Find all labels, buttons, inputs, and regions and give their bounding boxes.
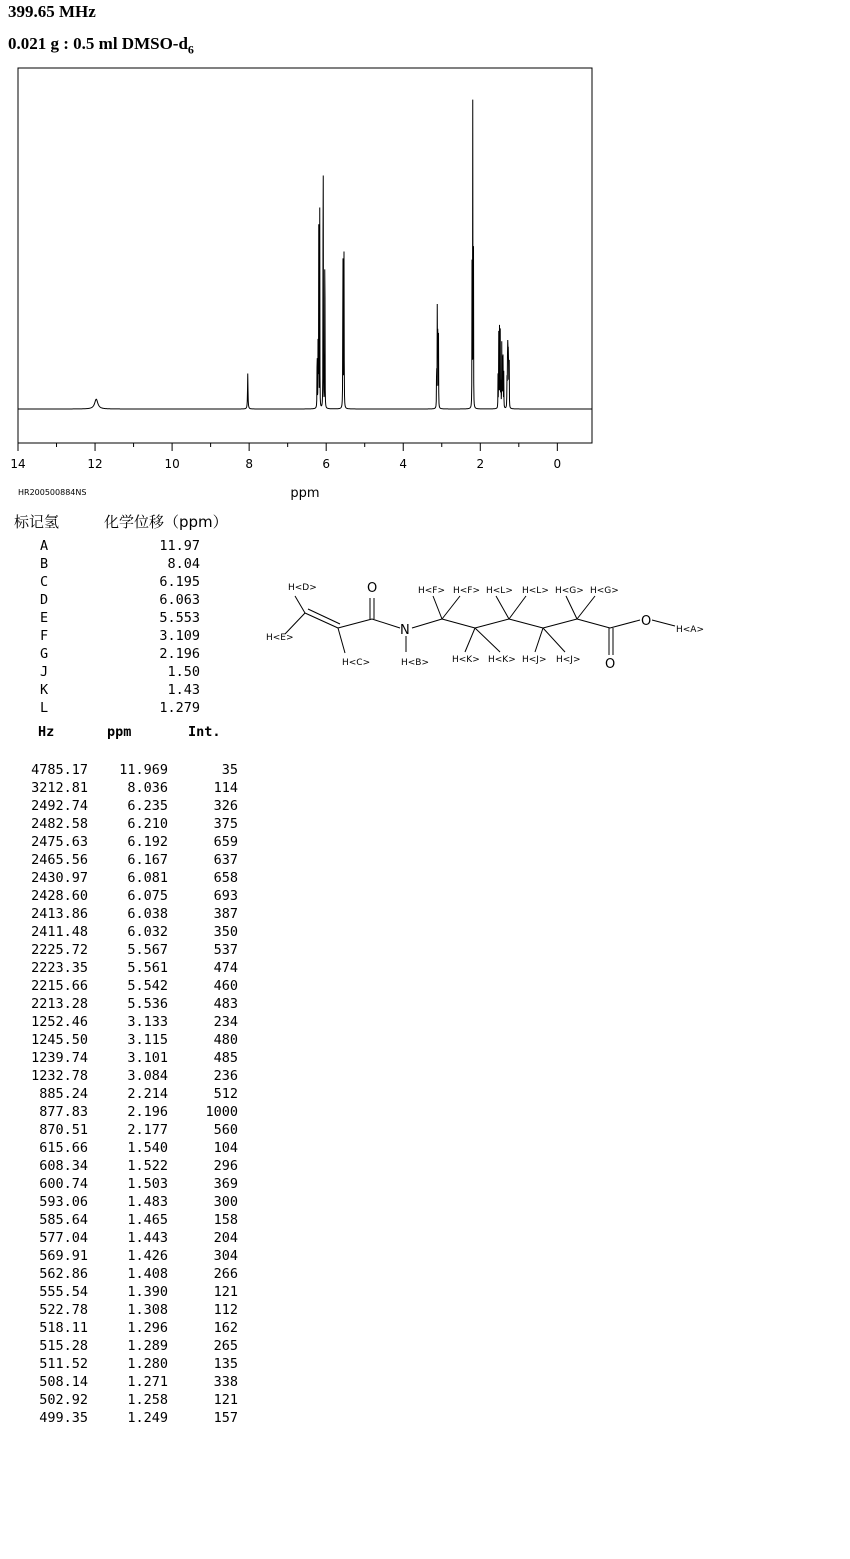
peak-intensity: 460 (213, 978, 238, 994)
peak-ppm: 6.210 (127, 816, 168, 832)
peak-hz: 562.86 (39, 1266, 88, 1282)
peak-hz: 1245.50 (31, 1032, 88, 1048)
peak-intensity: 512 (213, 1086, 238, 1102)
peak-ppm: 6.235 (127, 798, 168, 814)
peak-intensity: 162 (213, 1320, 238, 1336)
sample-label (8, 34, 194, 57)
x-tick-label: 8 (245, 457, 253, 471)
peak-ppm: 1.308 (127, 1302, 168, 1318)
assignment-row (0, 646, 220, 664)
peak-ppm: 1.483 (127, 1194, 168, 1210)
peak-hz: 1232.78 (31, 1068, 88, 1084)
peak-row (0, 1338, 250, 1356)
h-label-l2: H<L> (522, 586, 549, 596)
peak-hz: 1239.74 (31, 1050, 88, 1066)
peak-hz: 2428.60 (31, 888, 88, 904)
peak-hz: 585.64 (39, 1212, 88, 1228)
assignment-row (0, 610, 220, 628)
frequency-label: 399.65 MHz (8, 2, 96, 21)
peak-hz: 511.52 (39, 1356, 88, 1372)
peak-ppm: 6.192 (127, 834, 168, 850)
peak-hz: 870.51 (39, 1122, 88, 1138)
assignment-label: F (40, 628, 49, 644)
peak-hz: 608.34 (39, 1158, 88, 1174)
assignment-label: E (40, 610, 49, 626)
assignment-shift: 3.109 (159, 628, 200, 644)
peak-ppm: 3.115 (127, 1032, 168, 1048)
peak-hz: 1252.46 (31, 1014, 88, 1030)
sample-subscript: 6 (187, 42, 194, 57)
peak-row (0, 1104, 250, 1122)
peak-intensity: 204 (213, 1230, 238, 1246)
peak-intensity: 104 (213, 1140, 238, 1156)
peak-row (0, 1284, 250, 1302)
assignment-label: J (40, 664, 49, 680)
peak-intensity: 1000 (205, 1104, 238, 1120)
peak-row (0, 1014, 250, 1032)
peak-intensity: 304 (213, 1248, 238, 1264)
peak-ppm: 1.289 (127, 1338, 168, 1354)
peak-hz: 499.35 (39, 1410, 88, 1426)
peak-hz: 4785.17 (31, 762, 88, 778)
peak-hz: 615.66 (39, 1140, 88, 1156)
peak-ppm: 11.969 (119, 762, 168, 778)
assignment-row (0, 574, 220, 592)
peak-row (0, 1122, 250, 1140)
peak-row (0, 996, 250, 1014)
assignment-label: B (40, 556, 49, 572)
h-label-c: H<C> (342, 658, 371, 668)
peak-ppm: 6.075 (127, 888, 168, 904)
peak-intensity: 135 (213, 1356, 238, 1372)
peak-intensity: 300 (213, 1194, 238, 1210)
x-axis-label: ppm (290, 486, 320, 501)
peak-intensity: 637 (213, 852, 238, 868)
assignment-row (0, 628, 220, 646)
peak-row (0, 978, 250, 996)
peak-ppm: 5.542 (127, 978, 168, 994)
atom-o-carbonyl: O (605, 657, 616, 672)
x-tick-label: 2 (476, 457, 485, 471)
assignment-shift: 11.97 (159, 538, 200, 554)
peak-row (0, 1356, 250, 1374)
assignment-row (0, 700, 220, 718)
peak-hz: 2225.72 (31, 942, 88, 958)
peak-ppm: 5.561 (127, 960, 168, 976)
atom-o-amide: O (367, 581, 378, 596)
assignment-shift: 1.50 (167, 664, 200, 680)
peak-row (0, 1302, 250, 1320)
peak-row (0, 1374, 250, 1392)
h-label-g2: H<G> (590, 586, 619, 596)
x-axis-tick-labels (10, 457, 561, 471)
peak-intensity: 121 (213, 1284, 238, 1300)
assignment-shift: 1.43 (167, 682, 200, 698)
assignment-row (0, 556, 220, 574)
peak-hz: 2482.58 (31, 816, 88, 832)
peak-row (0, 870, 250, 888)
peak-intensity: 112 (213, 1302, 238, 1318)
nmr-spectrum-chart (0, 60, 620, 510)
peak-ppm: 2.177 (127, 1122, 168, 1138)
peak-hz: 3212.81 (31, 780, 88, 796)
peak-intensity: 296 (213, 1158, 238, 1174)
peak-row (0, 1266, 250, 1284)
peak-row (0, 1392, 250, 1410)
x-axis-ticks (18, 443, 557, 451)
peak-hz: 522.78 (39, 1302, 88, 1318)
peak-hz: 515.28 (39, 1338, 88, 1354)
peak-intensity: 236 (213, 1068, 238, 1084)
peak-ppm: 1.280 (127, 1356, 168, 1372)
h-label-g1: H<G> (555, 586, 584, 596)
plot-frame (18, 68, 592, 443)
peak-intensity: 266 (213, 1266, 238, 1282)
peak-row (0, 1158, 250, 1176)
peak-row (0, 1248, 250, 1266)
peak-row (0, 888, 250, 906)
peak-hz: 2465.56 (31, 852, 88, 868)
peak-intensity: 658 (213, 870, 238, 886)
assignment-row (0, 664, 220, 682)
molecule-structure (260, 570, 720, 680)
peak-row (0, 852, 250, 870)
peak-intensity: 369 (213, 1176, 238, 1192)
peak-row (0, 1086, 250, 1104)
h-label-j2: H<J> (556, 655, 581, 665)
peak-intensity: 485 (213, 1050, 238, 1066)
x-tick-label: 0 (553, 457, 562, 471)
peak-hz: 885.24 (39, 1086, 88, 1102)
assignment-label-header: 标记氢 (14, 513, 60, 531)
peak-ppm: 8.036 (127, 780, 168, 796)
peak-intensity: 121 (213, 1392, 238, 1408)
peak-row (0, 906, 250, 924)
spectrum-id: HR200500884NS (18, 488, 87, 497)
peak-ppm: 6.081 (127, 870, 168, 886)
peak-ppm: 1.271 (127, 1374, 168, 1390)
peak-intensity: 338 (213, 1374, 238, 1390)
peak-ppm: 2.214 (127, 1086, 168, 1102)
peak-ppm: 1.465 (127, 1212, 168, 1228)
bond-lines (285, 596, 675, 655)
peak-hz: 2475.63 (31, 834, 88, 850)
h-label-d: H<D> (288, 583, 317, 593)
peak-row (0, 1050, 250, 1068)
peak-hz: 2492.74 (31, 798, 88, 814)
peak-intensity: 483 (213, 996, 238, 1012)
peak-ppm: 1.408 (127, 1266, 168, 1282)
peak-ppm: 1.258 (127, 1392, 168, 1408)
h-label-f1: H<F> (418, 586, 446, 596)
peak-ppm: 6.032 (127, 924, 168, 940)
x-tick-label: 12 (87, 457, 103, 471)
peak-intensity: 480 (213, 1032, 238, 1048)
assignment-shift: 8.04 (167, 556, 200, 572)
peak-intensity: 157 (213, 1410, 238, 1426)
assignment-label: G (40, 646, 49, 662)
h-label-e: H<E> (266, 633, 294, 643)
x-tick-label: 14 (10, 457, 26, 471)
peak-row (0, 1176, 250, 1194)
x-tick-label: 4 (399, 457, 408, 471)
peak-intensity: 114 (213, 780, 238, 796)
assignment-shift-header: 化学位移（ppm） (104, 513, 228, 531)
sample-text: 0.021 g : 0.5 ml DMSO-d (8, 34, 188, 53)
peak-row (0, 1032, 250, 1050)
h-label-l1: H<L> (486, 586, 513, 596)
peak-ppm: 2.196 (127, 1104, 168, 1120)
peak-hz: 502.92 (39, 1392, 88, 1408)
peak-intensity: 265 (213, 1338, 238, 1354)
peak-ppm: 1.296 (127, 1320, 168, 1336)
peak-hz: 555.54 (39, 1284, 88, 1300)
peak-row (0, 834, 250, 852)
peak-ppm: 6.038 (127, 906, 168, 922)
peak-ppm: 1.249 (127, 1410, 168, 1426)
peak-hz: 2213.28 (31, 996, 88, 1012)
peak-ppm: 1.540 (127, 1140, 168, 1156)
assignment-row (0, 682, 220, 700)
peak-intensity: 537 (213, 942, 238, 958)
peak-ppm: 1.522 (127, 1158, 168, 1174)
peak-row (0, 942, 250, 960)
assignment-row (0, 538, 220, 556)
hz-header: Hz (38, 724, 55, 740)
peak-intensity: 350 (213, 924, 238, 940)
peak-hz: 577.04 (39, 1230, 88, 1246)
x-tick-label: 10 (164, 457, 180, 471)
peak-row (0, 762, 250, 780)
x-tick-label: 6 (322, 457, 331, 471)
peak-row (0, 798, 250, 816)
ppm-header: ppm (107, 724, 132, 740)
peak-hz: 508.14 (39, 1374, 88, 1390)
peak-row (0, 780, 250, 798)
atom-n: N (400, 623, 410, 638)
h-label-k1: H<K> (452, 655, 480, 665)
peak-intensity: 158 (213, 1212, 238, 1228)
peak-row (0, 924, 250, 942)
peak-row (0, 1194, 250, 1212)
peak-hz: 877.83 (39, 1104, 88, 1120)
peak-ppm: 3.084 (127, 1068, 168, 1084)
int-header: Int. (188, 724, 221, 740)
assignment-shift: 6.063 (159, 592, 200, 608)
peak-ppm: 1.443 (127, 1230, 168, 1246)
peak-ppm: 1.426 (127, 1248, 168, 1264)
peak-hz: 2215.66 (31, 978, 88, 994)
assignment-shift: 2.196 (159, 646, 200, 662)
peak-row (0, 816, 250, 834)
peak-intensity: 35 (221, 762, 238, 778)
peak-row (0, 960, 250, 978)
peak-hz: 593.06 (39, 1194, 88, 1210)
peak-ppm: 1.503 (127, 1176, 168, 1192)
peak-intensity: 234 (213, 1014, 238, 1030)
h-label-j1: H<J> (522, 655, 547, 665)
h-label-f2: H<F> (453, 586, 481, 596)
peak-hz: 2223.35 (31, 960, 88, 976)
assignment-label: C (40, 574, 49, 590)
assignment-shift: 5.553 (159, 610, 200, 626)
peak-ppm: 1.390 (127, 1284, 168, 1300)
peak-intensity: 560 (213, 1122, 238, 1138)
peak-hz: 2413.86 (31, 906, 88, 922)
peak-hz: 2411.48 (31, 924, 88, 940)
peak-intensity: 326 (213, 798, 238, 814)
peak-intensity: 474 (213, 960, 238, 976)
assignment-row (0, 592, 220, 610)
h-label-k2: H<K> (488, 655, 516, 665)
h-label-b: H<B> (401, 658, 430, 668)
peak-ppm: 6.167 (127, 852, 168, 868)
assignment-label: A (40, 538, 49, 554)
peak-hz: 600.74 (39, 1176, 88, 1192)
peak-row (0, 1140, 250, 1158)
spectrum-trace (18, 100, 592, 409)
peak-row (0, 1068, 250, 1086)
assignment-label: D (40, 592, 49, 608)
assignment-label: K (40, 682, 49, 698)
assignment-shift: 1.279 (159, 700, 200, 716)
peak-ppm: 5.567 (127, 942, 168, 958)
peak-hz: 2430.97 (31, 870, 88, 886)
peak-row (0, 1230, 250, 1248)
h-label-a: H<A> (676, 625, 705, 635)
peak-row (0, 1320, 250, 1338)
atom-o-hydroxyl: O (641, 614, 652, 629)
peak-intensity: 659 (213, 834, 238, 850)
assignment-shift: 6.195 (159, 574, 200, 590)
peak-row (0, 1410, 250, 1428)
peak-hz: 569.91 (39, 1248, 88, 1264)
assignment-label: L (40, 700, 49, 716)
peak-intensity: 693 (213, 888, 238, 904)
peak-ppm: 3.101 (127, 1050, 168, 1066)
peak-row (0, 1212, 250, 1230)
peak-ppm: 5.536 (127, 996, 168, 1012)
peak-ppm: 3.133 (127, 1014, 168, 1030)
peak-intensity: 375 (213, 816, 238, 832)
peak-intensity: 387 (213, 906, 238, 922)
peak-hz: 518.11 (39, 1320, 88, 1336)
